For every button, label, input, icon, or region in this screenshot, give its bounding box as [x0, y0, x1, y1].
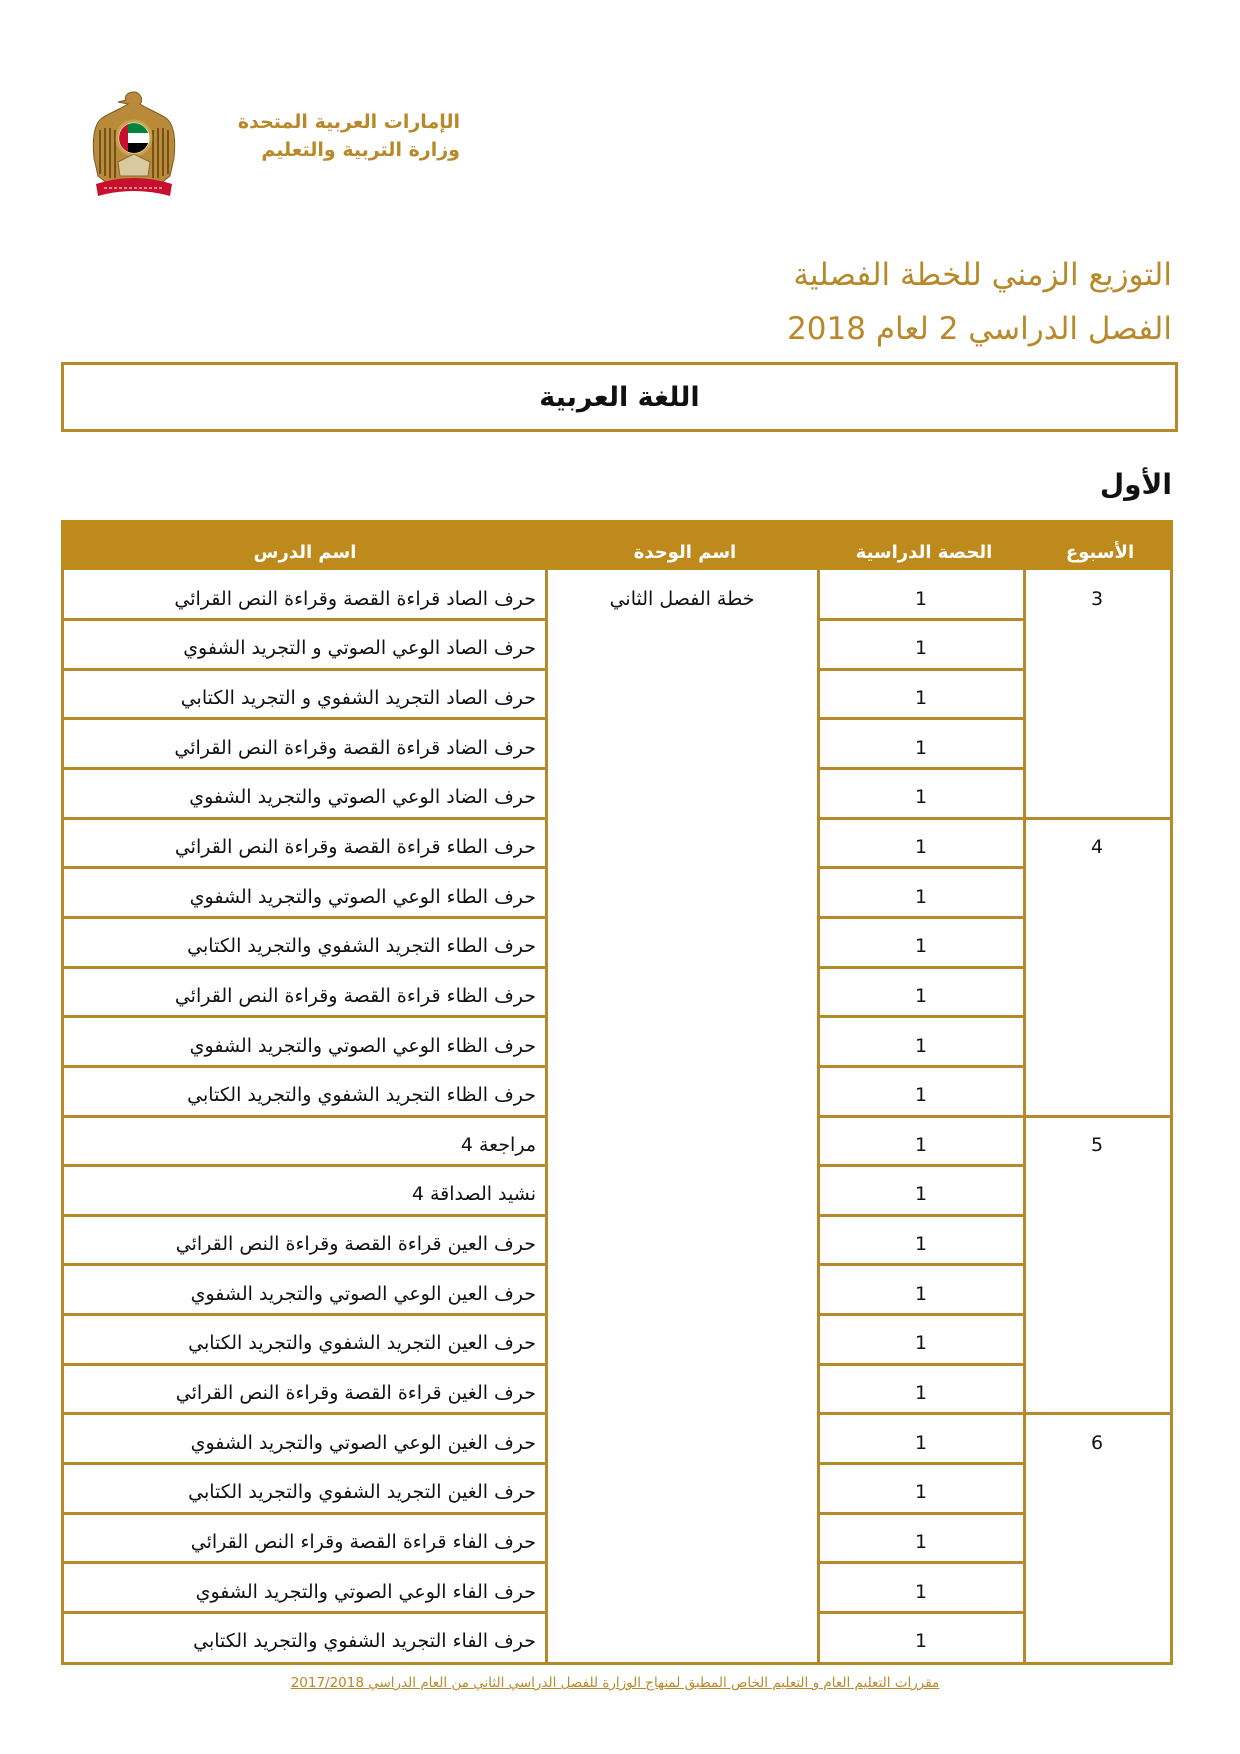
lesson-cell: حرف الغين الوعي الصوتي والتجريد الشفوي — [190, 1431, 536, 1454]
period-cell: 1 — [914, 587, 928, 610]
period-cell: 1 — [914, 1382, 928, 1405]
lesson-cell: حرف الفاء قراءة القصة وقراء النص القرائي — [190, 1530, 536, 1553]
lesson-cell: حرف العين قراءة القصة وقراءة النص القرائي — [175, 1233, 536, 1256]
column-header-period: الحصة الدراسية — [855, 541, 993, 563]
period-cell: 1 — [914, 935, 928, 958]
week-cell: 4 — [1090, 836, 1104, 859]
lesson-cell: حرف العين الوعي الصوتي والتجريد الشفوي — [190, 1282, 536, 1305]
ministry-line-country: الإمارات العربية المتحدة — [237, 111, 460, 133]
uae-federal-emblem-icon — [88, 88, 180, 204]
lesson-cell: حرف الغين التجريد الشفوي والتجريد الكتابي — [188, 1481, 536, 1504]
title-line-plan: التوزيع الزمني للخطة الفصلية — [793, 257, 1172, 293]
title-line-semester: الفصل الدراسي 2 لعام 2018 — [787, 311, 1172, 347]
lesson-cell: حرف الصاد قراءة القصة وقراءة النص القرائي — [174, 587, 536, 610]
lesson-cell: حرف الفاء التجريد الشفوي والتجريد الكتابي — [193, 1630, 536, 1653]
lesson-cell: حرف الضاد الوعي الصوتي والتجريد الشفوي — [189, 786, 536, 809]
lesson-cell: حرف الصاد التجريد الشفوي و التجريد الكتابي — [180, 687, 536, 710]
lesson-cell: حرف الفاء الوعي الصوتي والتجريد الشفوي — [195, 1580, 536, 1603]
period-cell: 1 — [914, 1530, 928, 1553]
period-cell: 1 — [914, 1332, 928, 1355]
lesson-cell: حرف الظاء الوعي الصوتي والتجريد الشفوي — [189, 1034, 536, 1057]
period-cell: 1 — [914, 836, 928, 859]
lesson-cell: حرف الطاء قراءة القصة وقراءة النص القرائي — [174, 836, 536, 859]
period-cell: 1 — [914, 1282, 928, 1305]
lesson-cell: حرف الصاد الوعي الصوتي و التجريد الشفوي — [183, 637, 536, 660]
unit-name-cell: خطة الفصل الثاني — [609, 587, 755, 610]
period-cell: 1 — [914, 1034, 928, 1057]
schedule-table — [61, 520, 1173, 1665]
subject-title: اللغة العربية — [539, 381, 700, 413]
table-body — [61, 570, 1173, 1665]
lesson-cell: حرف الظاء التجريد الشفوي والتجريد الكتابي — [187, 1084, 536, 1107]
section-label: الأول — [1099, 468, 1172, 501]
period-cell: 1 — [914, 1084, 928, 1107]
week-cell: 3 — [1090, 587, 1104, 610]
ministry-name — [200, 108, 460, 164]
table-header — [61, 520, 1173, 570]
lesson-cell: حرف الضاد قراءة القصة وقراءة النص القرائي — [174, 736, 536, 759]
column-header-lesson: اسم الدرس — [253, 541, 357, 563]
ministry-line-ministry: وزارة التربية والتعليم — [261, 139, 460, 161]
period-cell: 1 — [914, 736, 928, 759]
lesson-cell: حرف الظاء قراءة القصة وقراءة النص القرائي — [174, 984, 536, 1007]
period-cell: 1 — [914, 687, 928, 710]
period-cell: 1 — [914, 1183, 928, 1206]
period-cell: 1 — [914, 1580, 928, 1603]
period-cell: 1 — [914, 1481, 928, 1504]
period-cell: 1 — [914, 1630, 928, 1653]
period-cell: 1 — [914, 984, 928, 1007]
week-cell: 6 — [1090, 1431, 1104, 1454]
document-title — [787, 248, 1172, 356]
column-header-week: الأسبوع — [1065, 541, 1135, 563]
period-cell: 1 — [914, 637, 928, 660]
lesson-cell: حرف العين التجريد الشفوي والتجريد الكتابي — [188, 1332, 536, 1355]
period-cell: 1 — [914, 786, 928, 809]
subject-banner — [61, 362, 1178, 432]
week-cell: 5 — [1090, 1133, 1104, 1156]
lesson-cell: نشيد الصداقة 4 — [411, 1183, 536, 1206]
lesson-cell: حرف الطاء الوعي الصوتي والتجريد الشفوي — [189, 885, 536, 908]
period-cell: 1 — [914, 885, 928, 908]
lesson-cell: حرف الغين قراءة القصة وقراءة النص القرائي — [175, 1382, 536, 1405]
footer-note: مقررات التعليم العام و التعليم الخاص المطبق لمنهاج الوزارة للفصل الدراسي الثاني من العام الدراسي 2017/2018 — [290, 1675, 940, 1691]
column-header-unit: اسم الوحدة — [633, 541, 737, 563]
period-cell: 1 — [914, 1133, 928, 1156]
period-cell: 1 — [914, 1233, 928, 1256]
period-cell: 1 — [914, 1431, 928, 1454]
lesson-cell: مراجعة 4 — [460, 1133, 536, 1156]
lesson-cell: حرف الطاء التجريد الشفوي والتجريد الكتابي — [187, 935, 536, 958]
